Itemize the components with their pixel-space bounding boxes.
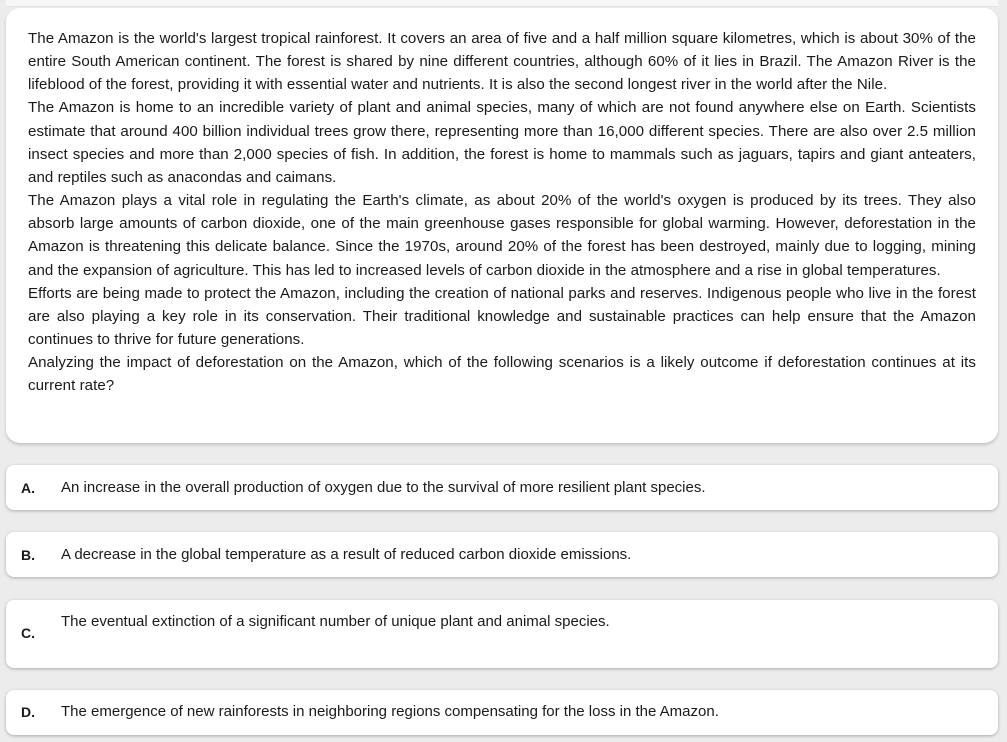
passage-paragraph-3: The Amazon plays a vital role in regulating the Earth's climate, as about 20% of the world's oxygen is produced by its trees. They also absorb large amounts of carbon dioxide, one of the main greenhouse gases responsible for global warming. However, deforestation in the Amazon is threatening this delicate balance. Since the 1970s, around 20% of the forest has been destroyed, mainly due to logging, mining and the expansion of agriculture. This has led to increased levels of carbon dioxide in the atmosphere and a rise in global temperatures. xyxy=(28,192,976,279)
option-letter: B. xyxy=(21,547,35,563)
option-text: An increase in the overall production of oxygen due to the survival of more resilient plant species. xyxy=(61,479,706,496)
header-strip xyxy=(6,0,998,7)
passage-paragraph-4: Efforts are being made to protect the Amazon, including the creation of national parks and reserves. Indigenous people who live in the forest are also playing a key role in its conservation. Their traditional knowledge and sustainable practices can help ensure that the Amazon continues to thrive for future generations. xyxy=(28,284,976,349)
passage-paragraph-2: The Amazon is home to an incredible variety of plant and animal species, many of which are not found anywhere else on Earth. Scientists estimate that around 400 billion individual trees grow there, representing more than 16,000 different species. There are also over 2.5 million insect species and more than 2,000 species of fish. In addition, the forest is home to mammals such as jaguars, tapirs and giant anteaters, and reptiles such as anacondas and caimans. xyxy=(28,99,976,186)
answer-option-c[interactable] xyxy=(6,600,998,668)
option-letter: C. xyxy=(21,625,35,641)
answer-option-b[interactable] xyxy=(6,532,998,577)
option-letter: A. xyxy=(21,480,35,496)
option-letter: D. xyxy=(21,704,35,720)
passage-card xyxy=(6,8,998,443)
option-text: A decrease in the global temperature as a result of reduced carbon dioxide emissions. xyxy=(61,546,632,563)
question-text: Analyzing the impact of deforestation on the Amazon, which of the following scenarios is a likely outcome if deforestation continues at its current rate? xyxy=(28,354,976,395)
passage-paragraph-1: The Amazon is the world's largest tropical rainforest. It covers an area of five and a half million square kilometres, which is about 30% of the entire South American continent. The forest is shared by nine different countries, although 60% of it lies in Brazil. The Amazon River is the lifeblood of the forest, providing it with essential water and nutrients. It is also the second longest river in the world after the Nile. xyxy=(28,30,976,94)
answer-option-d[interactable] xyxy=(6,690,998,735)
answer-option-a[interactable] xyxy=(6,465,998,510)
option-text: The emergence of new rainforests in neighboring regions compensating for the loss in the Amazon. xyxy=(61,703,719,720)
option-text: The eventual extinction of a significant number of unique plant and animal species. xyxy=(61,613,610,630)
